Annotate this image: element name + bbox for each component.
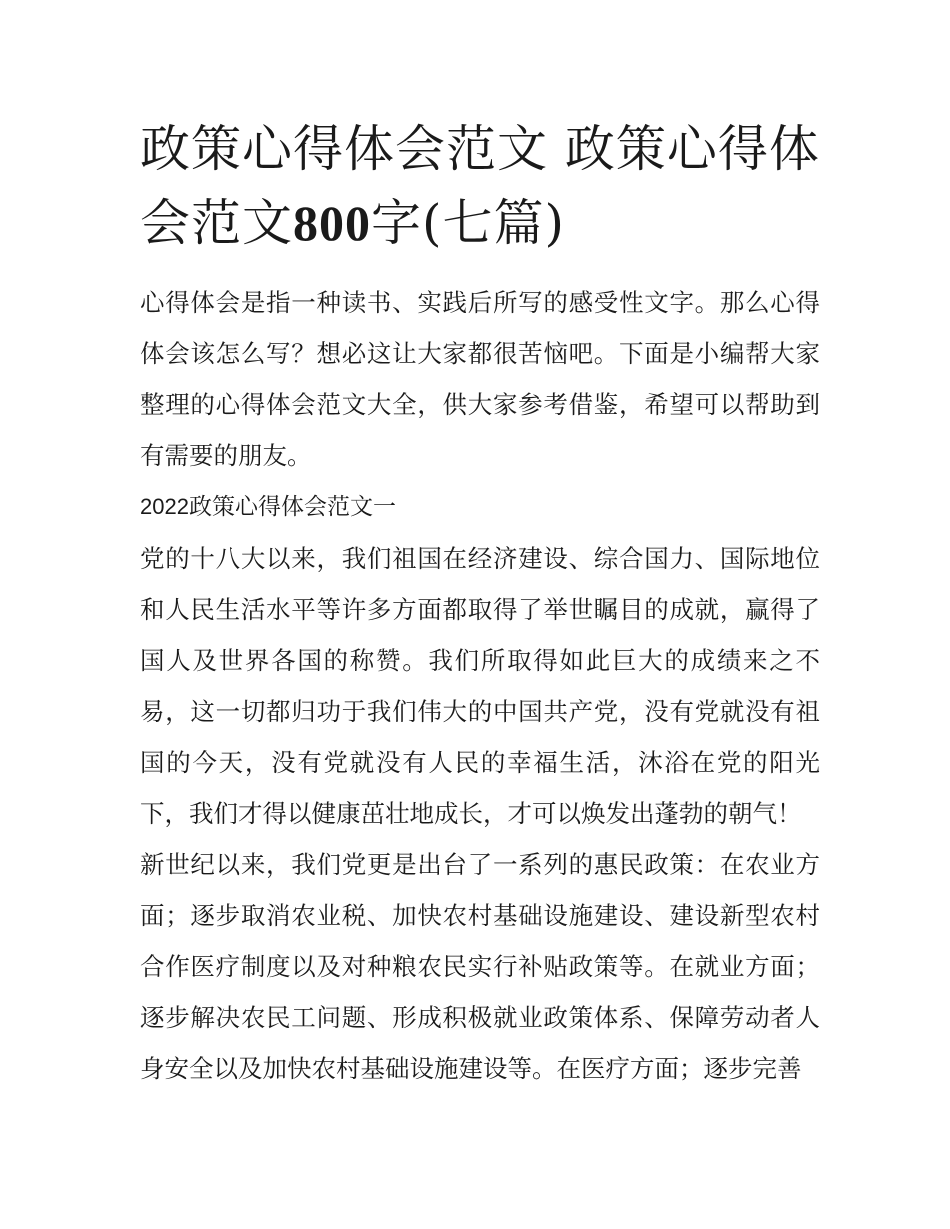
- section-title: 政策心得体会范文一: [188, 494, 396, 520]
- section-heading: [140, 481, 820, 533]
- body-paragraph-2: 新世纪以来，我们党更是出台了一系列的惠民政策：在农业方面；逐步取消农业税、加快农村基础设施建设、建设新型农村合作医疗制度以及对种粮农民实行补贴政策等。在就业方面；逐步解决农民工问题、形成积极就业政策体系、保障劳动者人身安全以及加快农村基础设施建设等。在医疗方面；逐步完善: [140, 850, 820, 1083]
- title-text-part1: 政策心得体会范文 政策心得体会范文: [140, 120, 820, 252]
- intro-paragraph: 心得体会是指一种读书、实践后所写的感受性文字。那么心得体会该怎么写？想必这让大家都很苦恼吧。下面是小编帮大家整理的心得体会范文大全，供大家参考借鉴，希望可以帮助到有需要的朋友。: [140, 288, 820, 470]
- body-paragraph-1: 党的十八大以来，我们祖国在经济建设、综合国力、国际地位和人民生活水平等许多方面都取得了举世瞩目的成就，赢得了国人及世界各国的称赞。我们所取得如此巨大的成绩来之不易，这一切都归功于我们伟大的中国共产党，没有党就没有祖国的今天，没有党就没有人民的幸福生活，沐浴在党的阳光下，我们才得以健康茁壮地成长，才可以焕发出蓬勃的朝气！: [140, 544, 820, 828]
- section-year: 2022: [140, 494, 189, 519]
- document-body: [140, 277, 820, 1094]
- document-title: [140, 112, 830, 260]
- title-text-part2: 字(七篇): [371, 194, 566, 252]
- title-number: 800: [293, 195, 371, 251]
